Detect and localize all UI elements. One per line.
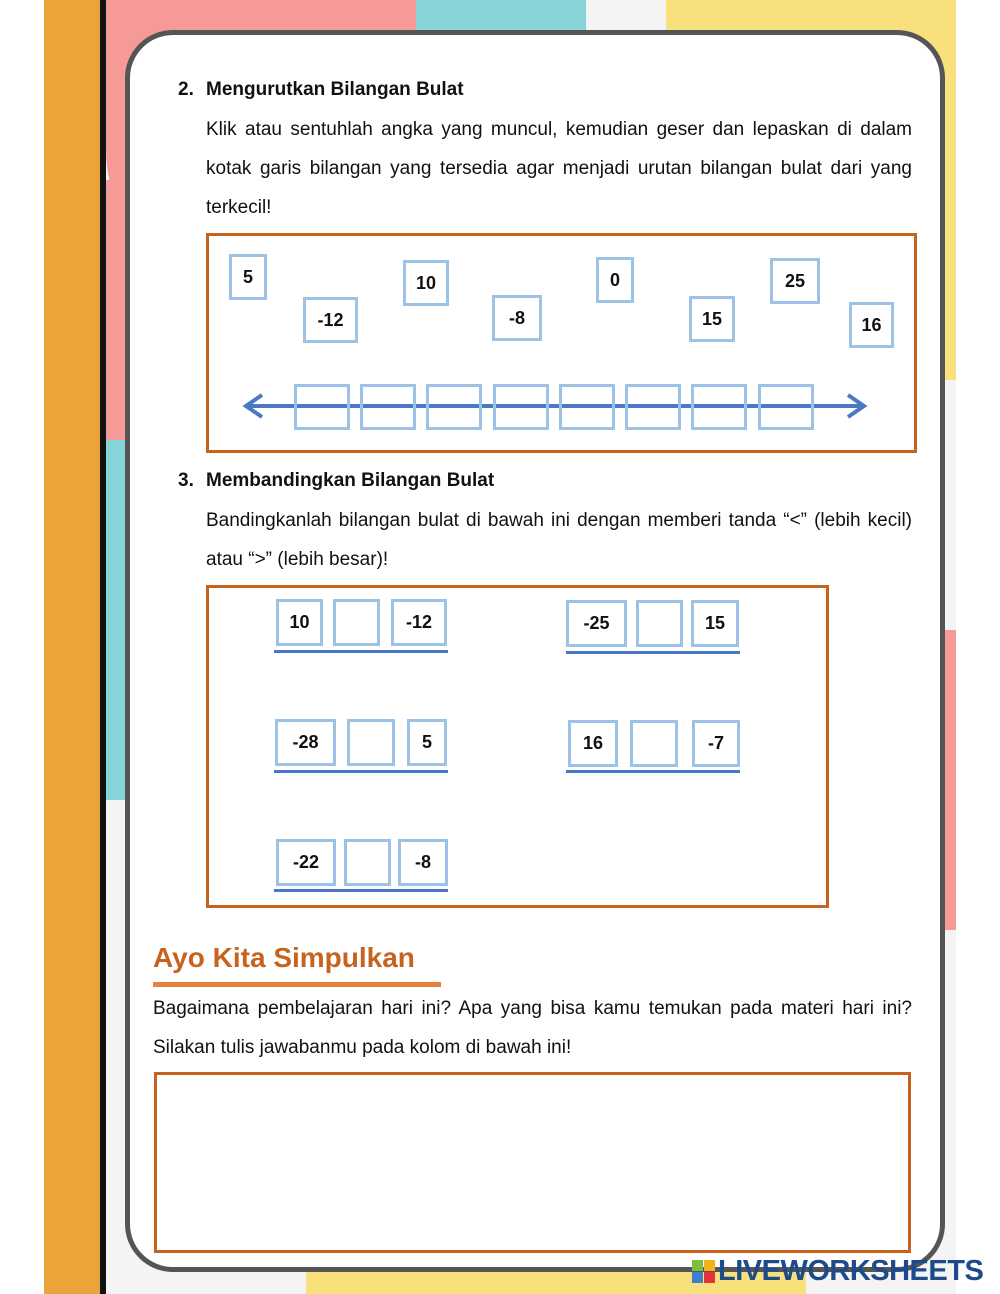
underline [274, 770, 448, 773]
section3-title: Membandingkan Bilangan Bulat [206, 470, 495, 491]
compare-sign-input[interactable] [333, 599, 380, 646]
drop-slot[interactable] [294, 384, 350, 430]
compare-right-number: -7 [692, 720, 740, 767]
compare-left-number: 16 [568, 720, 618, 767]
drop-slot[interactable] [559, 384, 615, 430]
underline [566, 770, 740, 773]
orange-binding-strip [44, 0, 101, 1294]
logo-icon [692, 1260, 715, 1283]
liveworksheets-logo [692, 1254, 983, 1288]
compare-left-number: 10 [276, 599, 323, 646]
section3-number: 3. [178, 470, 194, 491]
drop-slot[interactable] [426, 384, 482, 430]
compare-sign-input[interactable] [630, 720, 678, 767]
title-underline [153, 982, 441, 987]
number-tile[interactable]: 10 [403, 260, 449, 306]
section2-title: Mengurutkan Bilangan Bulat [206, 79, 464, 100]
compare-left-number: -28 [275, 719, 336, 766]
number-tile[interactable]: 5 [229, 254, 267, 300]
section2-instruction: Klik atau sentuhlah angka yang muncul, kemudian geser dan lepaskan di dalam kotak garis bilangan yang tersedia agar menjadi urutan bilangan bulat dari yang terkecil! [206, 119, 912, 218]
compare-right-number: -8 [398, 839, 448, 886]
compare-right-number: -12 [391, 599, 447, 646]
conclusion-text: Bagaimana pembelajaran hari ini? Apa yang bisa kamu temukan pada materi hari ini? Silakan tulis jawabanmu pada kolom di bawah ini! [153, 998, 912, 1058]
underline [566, 651, 740, 654]
conclusion-title: Ayo Kita Simpulkan [153, 942, 415, 973]
number-tile[interactable]: 25 [770, 258, 820, 304]
number-tile[interactable]: 0 [596, 257, 634, 303]
number-tile[interactable]: -8 [492, 295, 542, 341]
number-tile[interactable]: 15 [689, 296, 735, 342]
compare-left-number: -25 [566, 600, 627, 647]
logo-text: LIVEWORKSHEETS [718, 1255, 984, 1287]
drop-slot[interactable] [758, 384, 814, 430]
drop-slot[interactable] [493, 384, 549, 430]
underline [274, 889, 448, 892]
underline [274, 650, 448, 653]
compare-sign-input[interactable] [344, 839, 391, 886]
number-tile[interactable]: -12 [303, 297, 358, 343]
section3-instruction: Bandingkanlah bilangan bulat di bawah ini dengan memberi tanda “<” (lebih kecil) atau “>” (lebih besar)! [206, 510, 912, 570]
drop-slot[interactable] [691, 384, 747, 430]
drop-slot[interactable] [625, 384, 681, 430]
compare-left-number: -22 [276, 839, 336, 886]
compare-sign-input[interactable] [636, 600, 683, 647]
answer-textarea[interactable] [154, 1072, 911, 1253]
section2-number: 2. [178, 79, 194, 100]
compare-right-number: 5 [407, 719, 447, 766]
number-tile[interactable]: 16 [849, 302, 894, 348]
compare-right-number: 15 [691, 600, 739, 647]
drop-slot[interactable] [360, 384, 416, 430]
compare-sign-input[interactable] [347, 719, 395, 766]
